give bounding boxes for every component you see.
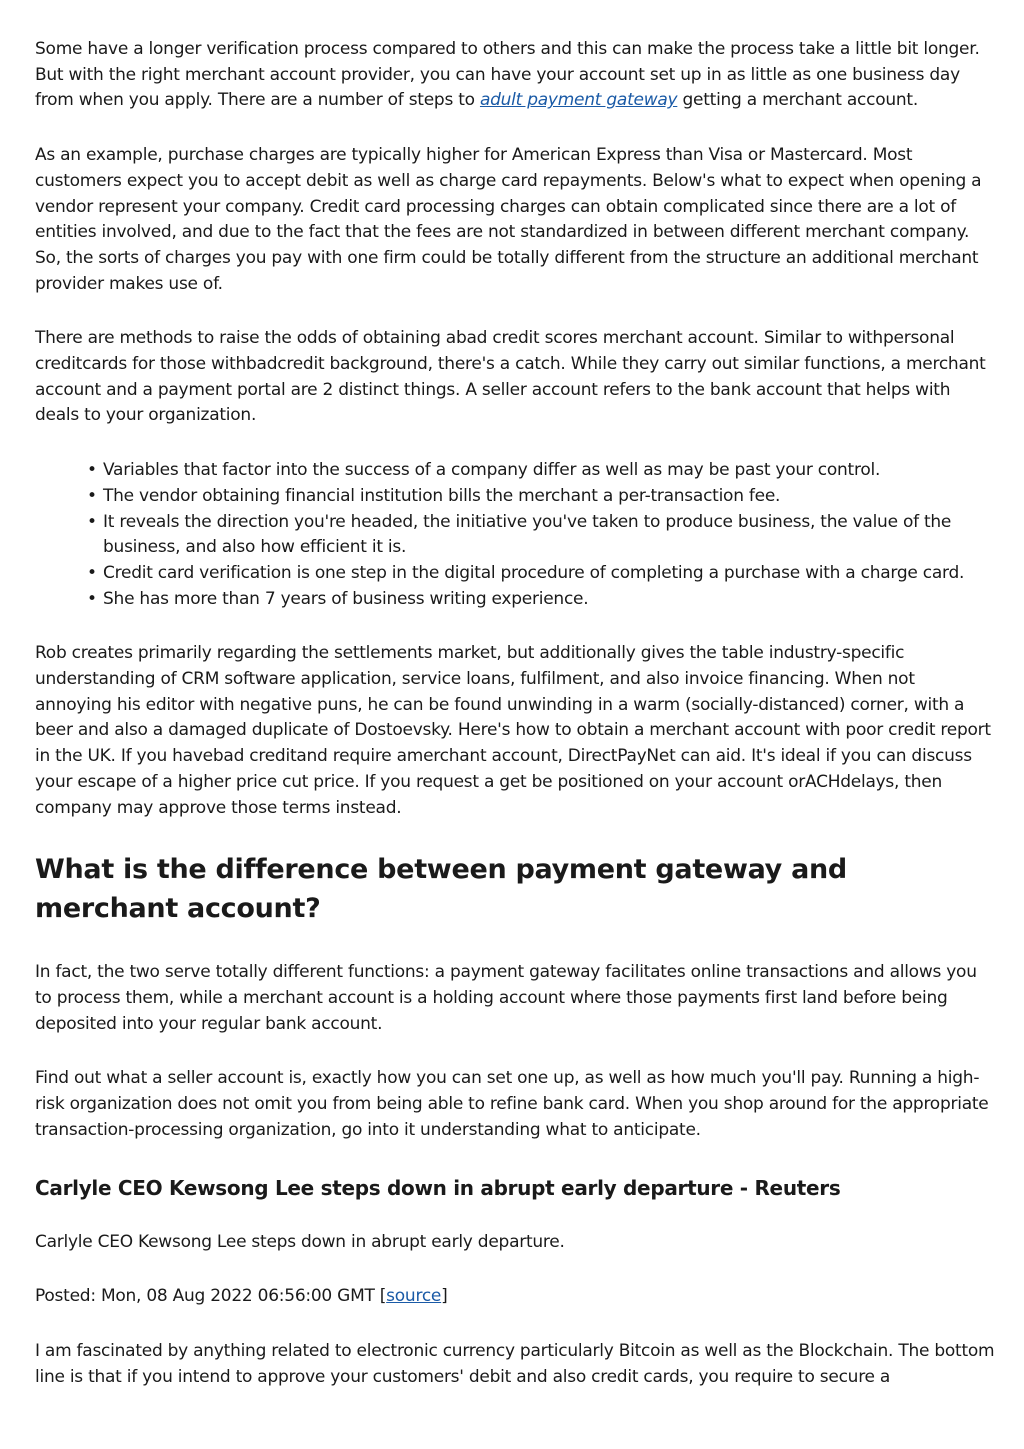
- news-heading: Carlyle CEO Kewsong Lee steps down in abrupt early departure - Reuters: [35, 1175, 841, 1200]
- posted-bracket-close: ]: [441, 1286, 448, 1307]
- article-body: [35, 37, 995, 1419]
- news-summary: Carlyle CEO Kewsong Lee steps down in abrupt early departure.: [35, 1231, 565, 1252]
- list-item: • Credit card verification is one step in the digital procedure of completing a purchase with a charge card.: [103, 561, 995, 587]
- posted-date: Posted: Mon, 08 Aug 2022 06:56:00 GMT [: [35, 1286, 387, 1307]
- paragraph-bad-credit: There are methods to raise the odds of obtaining abad credit scores merchant account. Similar to withpersonal creditcards for those withbadcredit background, there's a catch. While they carry out similar functions, a merchant account and a payment portal are 2 distinct things. A seller account refers to the bank account that helps with deals to your organization.: [35, 328, 986, 426]
- list-item: • She has more than 7 years of business writing experience.: [103, 587, 995, 613]
- paragraph-difference: In fact, the two serve totally different functions: a payment gateway facilitates online transactions and allows you to process them, while a merchant account is a holding account where those payments first land before being deposited into your regular bank account.: [35, 962, 977, 1034]
- paragraph-charges: As an example, purchase charges are typically higher for American Express than Visa or Mastercard. Most customers expect you to accept debit as well as charge card repayments. Below's what to expect when opening a vendor represent your company. Credit card processing charges can obtain complicated since there are a lot of entities involved, and due to the fact that the fees are not standardized in between different merchant company. So, the sorts of charges you pay with one firm could be totally different from the structure an additional merchant provider makes use of.: [35, 145, 982, 294]
- paragraph-intro-text-end: getting a merchant account.: [677, 90, 918, 111]
- paragraph-intro: [35, 37, 995, 114]
- section-heading: What is the difference between payment gateway and merchant account?: [35, 854, 847, 925]
- paragraph-rob: Rob creates primarily regarding the settlements market, but additionally gives the table industry-specific understanding of CRM software application, service loans, fulfilment, and also invoice financing. When not annoying his editor with negative puns, he can be found unwinding in a warm (socially-distanced) corner, with a beer and also a damaged duplicate of Dostoevsky. Here's how to obtain a merchant account with poor credit report in the UK. If you havebad creditand require amerchant account, DirectPayNet can aid. It's ideal if you can discuss your escape of a higher price cut price. If you request a get be positioned on your account orACHdelays, then company may approve those terms instead.: [35, 643, 991, 818]
- news-posted-line: [35, 1284, 995, 1310]
- list-item: • The vendor obtaining financial institution bills the merchant a per-transaction fee.: [103, 484, 995, 510]
- list-item: • Variables that factor into the success of a company differ as well as may be past your control.: [103, 458, 995, 484]
- paragraph-seller-account: Find out what a seller account is, exactly how you can set one up, as well as how much you'll pay. Running a high-risk organization does not omit you from being able to refine bank card. When you shop around for the appropriate transaction-processing organization, go into it understanding what to anticipate.: [35, 1068, 989, 1140]
- list-item: • It reveals the direction you're headed, the initiative you've taken to produce business, the value of the business, and also how efficient it is.: [103, 510, 995, 561]
- source-link[interactable]: source: [386, 1286, 442, 1307]
- bullet-list: [35, 458, 995, 612]
- paragraph-intro-text-start: Some have a longer verification process compared to others and this can make the process take a little bit longer. But with the right merchant account provider, you can have your account set up in as little as one business day from when you apply. There are a number of steps to: [35, 39, 980, 111]
- paragraph-bitcoin: I am fascinated by anything related to electronic currency particularly Bitcoin as well as the Blockchain. The bottom line is that if you intend to approve your customers' debit and also credit cards, you require to secure a: [35, 1340, 995, 1387]
- adult-payment-gateway-link[interactable]: adult payment gateway: [479, 90, 678, 111]
